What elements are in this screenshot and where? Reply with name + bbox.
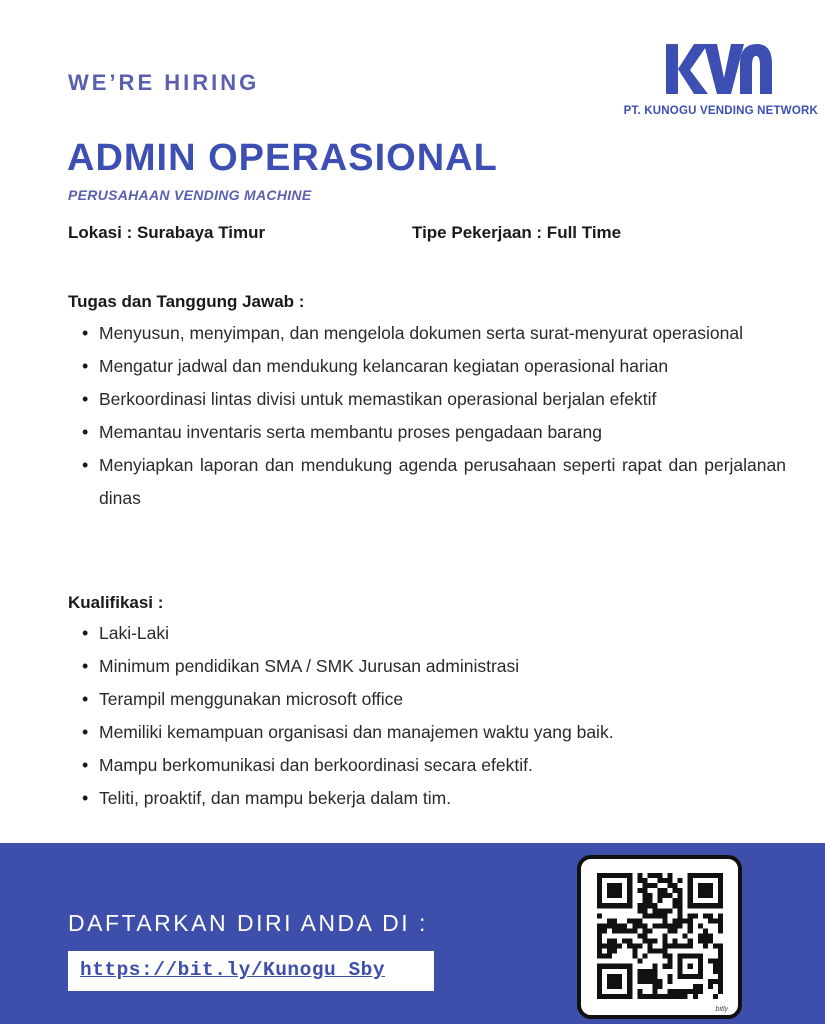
list-item: • Teliti, proaktif, dan mampu bekerja dalam tim. [80,782,790,815]
qr-frame [577,855,742,1019]
list-item: • Berkoordinasi lintas divisi untuk memastikan operasional berjalan efektif [80,383,786,416]
job-location: Lokasi : Surabaya Timur [68,223,266,242]
duties-list [80,317,786,515]
registration-link[interactable]: https://bit.ly/Kunogu_Sby [80,959,386,981]
qualifications-list [80,617,790,815]
list-item: • Menyusun, menyimpan, dan mengelola dokumen serta surat-menyurat operasional [80,317,786,350]
qr-brand-mark: bitly [715,1006,728,1013]
list-item: • Laki-Laki [80,617,790,650]
job-type: Tipe Pekerjaan : Full Time [412,223,622,242]
link-box [68,951,434,991]
list-item: • Minimum pendidikan SMA / SMK Jurusan administrasi [80,650,790,683]
company-name: PT. KUNOGU VENDING NETWORK [623,105,818,117]
qualifications-heading: Kualifikasi : [68,593,164,612]
job-subtitle: PERUSAHAAN VENDING MACHINE [68,187,312,203]
hiring-label: WE’RE HIRING [68,70,260,95]
list-item: • Memantau inventaris serta membantu proses pengadaan barang [80,416,786,449]
job-title: ADMIN OPERASIONAL [67,137,498,179]
list-item: • Mengatur jadwal dan mendukung kelancaran kegiatan operasional harian [80,350,786,383]
duties-heading: Tugas dan Tanggung Jawab : [68,292,305,311]
register-cta: DAFTARKAN DIRI ANDA DI : [68,910,428,936]
qr-code-icon[interactable] [597,873,723,999]
list-item: • Mampu berkomunikasi dan berkoordinasi secara efektif. [80,749,790,782]
kvn-logo-icon [664,40,774,98]
list-item: • Terampil menggunakan microsoft office [80,683,790,716]
list-item: • Menyiapkan laporan dan mendukung agenda perusahaan seperti rapat dan perjalanan dinas [80,449,786,515]
list-item: • Memiliki kemampuan organisasi dan manajemen waktu yang baik. [80,716,790,749]
